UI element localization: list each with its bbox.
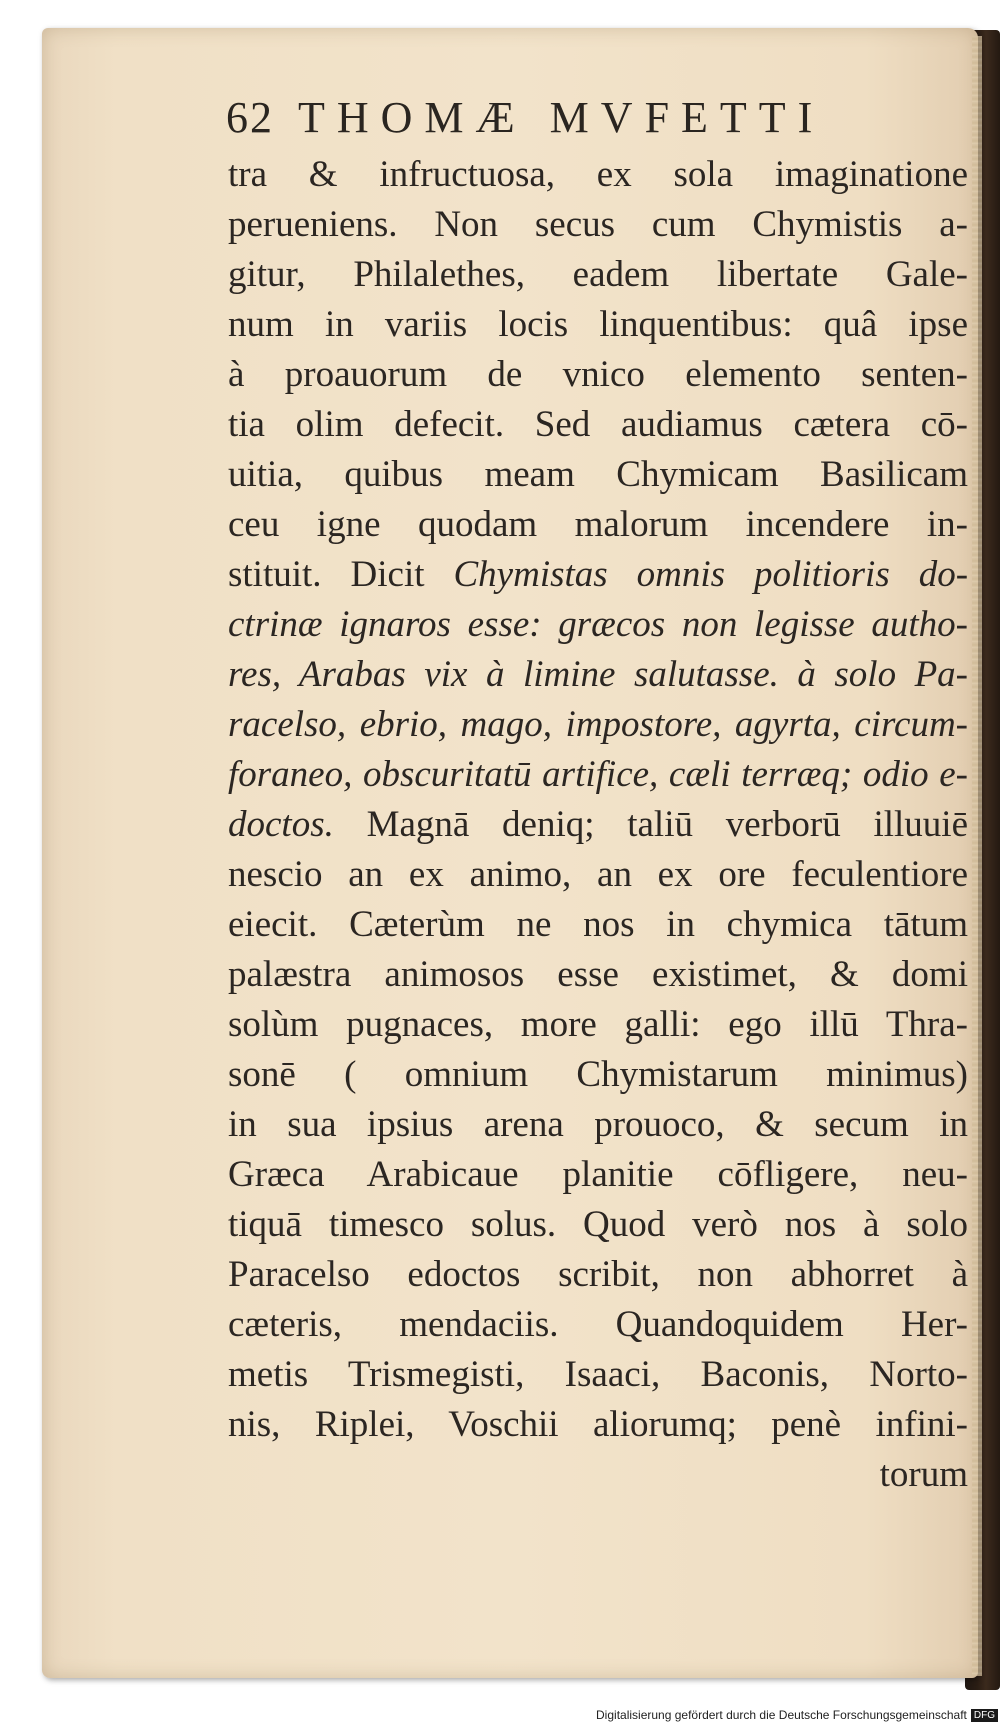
text-line — [228, 800, 968, 850]
text-line: solùm pugnaces, more galli: ego illū Thra- — [228, 1004, 968, 1045]
text-line: metis Trismegisti, Isaaci, Baconis, Norto- — [228, 1354, 968, 1395]
digitization-credit — [560, 1708, 998, 1722]
text-run: Magnā deniq; taliū verborū illuuiē — [366, 804, 969, 845]
text-line: nis, Riplei, Voschii aliorumq; penè infini- — [228, 1404, 968, 1445]
text-line: tra & infructuosa, ex sola imaginatione — [228, 154, 968, 195]
text-line: Paracelso edoctos scribit, non abhorret à — [228, 1254, 968, 1295]
italic-quote-line: ctrinæ ignaros esse: græcos non legisse autho- — [228, 604, 968, 645]
body-text — [228, 150, 968, 1500]
italic-quote-run: Chymistas omnis politioris do- — [453, 554, 969, 595]
text-line: gitur, Philalethes, eadem libertate Gale- — [228, 254, 968, 295]
text-line: palæstra animosos esse existimet, & domi — [228, 954, 968, 995]
text-line: Græca Arabicaue planitie cōfligere, neu- — [228, 1154, 968, 1195]
text-line: sonē ( omnium Chymistarum minimus) — [228, 1054, 968, 1095]
italic-quote-run: doctos. — [228, 804, 334, 845]
credit-text: Digitalisierung gefördert durch die Deutsche Forschungsgemeinschaft — [596, 1708, 967, 1722]
text-line: ceu igne quodam malorum incendere in- — [228, 504, 968, 545]
running-head — [226, 92, 906, 143]
italic-quote-line: racelso, ebrio, mago, impostore, agyrta, circum- — [228, 704, 968, 745]
text-line: à proauorum de vnico elemento senten- — [228, 354, 968, 395]
text-line: in sua ipsius arena prouoco, & secum in — [228, 1104, 968, 1145]
dfg-logo: DFG — [971, 1709, 998, 1722]
text-line: eiecit. Cæterùm ne nos in chymica tātum — [228, 904, 968, 945]
running-title: THOMÆ MVFETTI — [298, 93, 825, 142]
page-number: 62 — [226, 93, 274, 142]
text-run: stituit. Dicit — [228, 554, 425, 595]
text-line: cæteris, mendaciis. Quandoquidem Her- — [228, 1304, 968, 1345]
page-stack-edge — [972, 36, 982, 1676]
text-line: tiquā timesco solus. Quod verò nos à solo — [228, 1204, 968, 1245]
italic-quote-line: res, Arabas vix à limine salutasse. à solo Pa- — [228, 654, 968, 695]
text-line: perueniens. Non secus cum Chymistis a- — [228, 204, 968, 245]
text-line: num in variis locis linquentibus: quâ ipse — [228, 304, 968, 345]
italic-quote-line: foraneo, obscuritatū artifice, cæli terræq; odio e- — [228, 754, 968, 795]
text-line: tia olim defecit. Sed audiamus cætera cō- — [228, 404, 968, 445]
text-line — [228, 550, 968, 600]
text-line: nescio an ex animo, an ex ore feculentiore — [228, 854, 968, 895]
catchword: torum — [879, 1454, 968, 1495]
text-line: uitia, quibus meam Chymicam Basilicam — [228, 454, 968, 495]
